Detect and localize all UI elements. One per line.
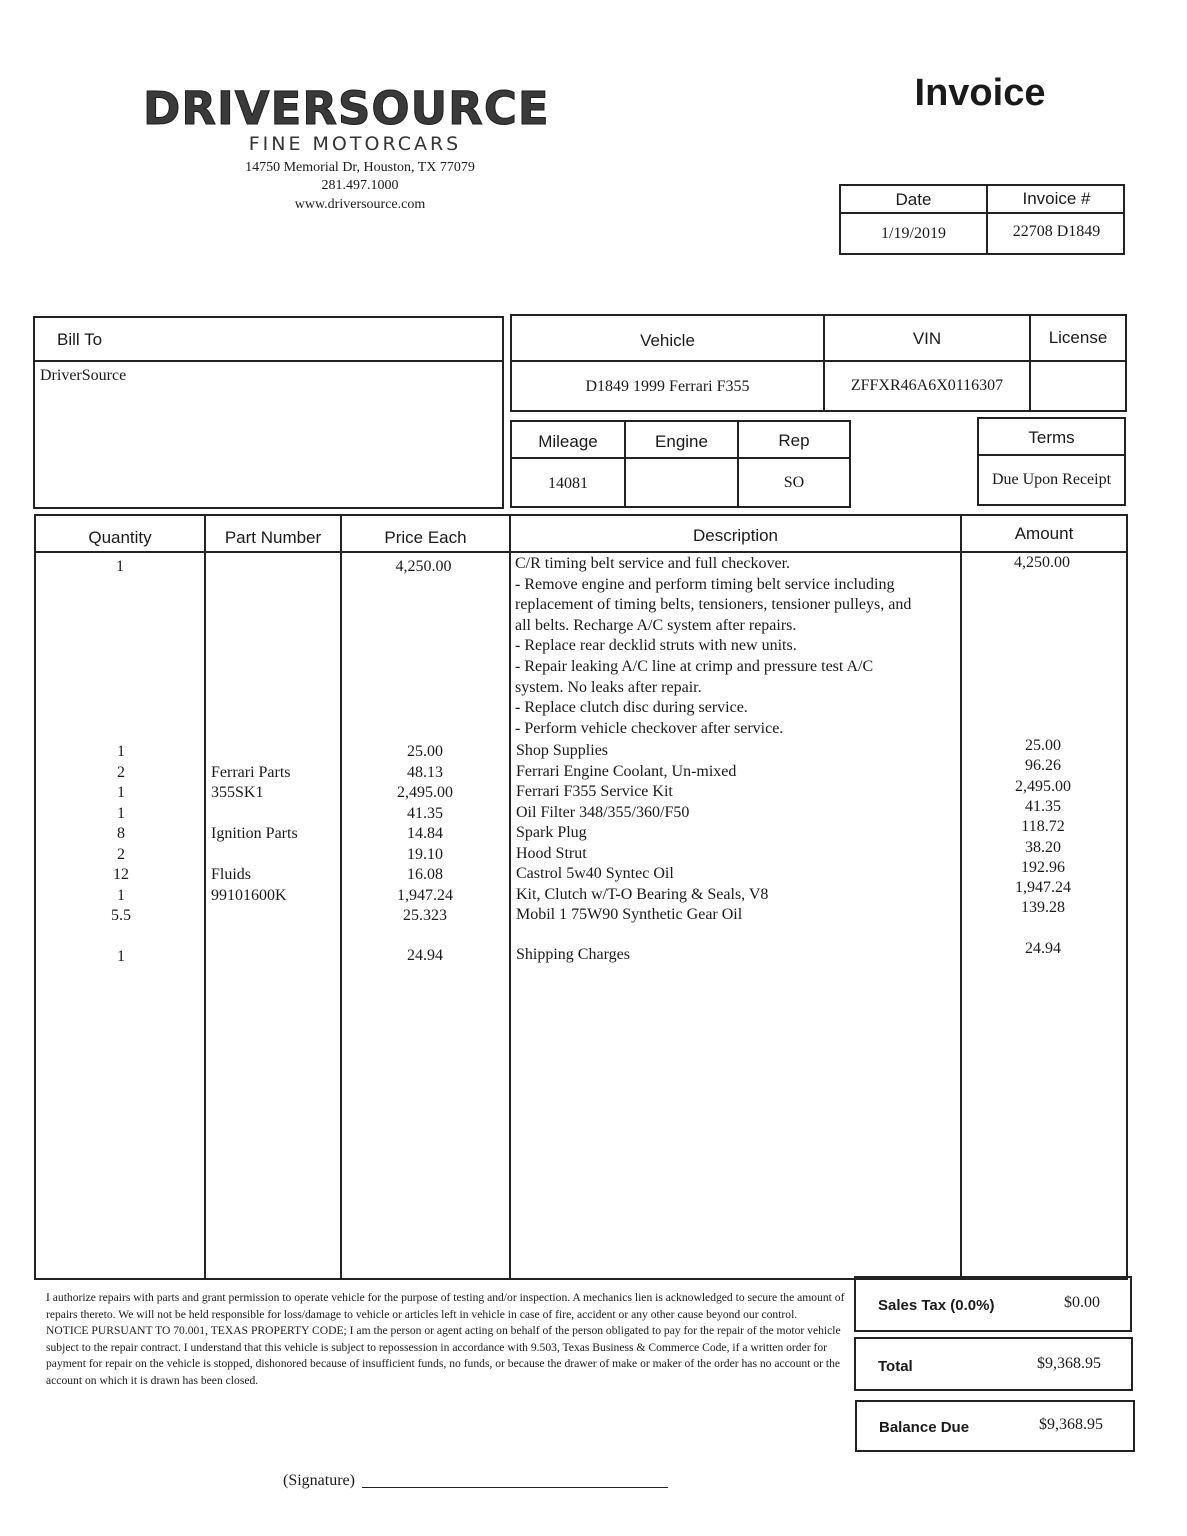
description-line: - Remove engine and perform timing belt service including	[515, 575, 895, 593]
sales-tax-box	[854, 1276, 1132, 1332]
item-quantity: 1	[117, 743, 125, 760]
shipping-description: Shipping Charges	[516, 946, 630, 963]
shipping-price: 24.94	[407, 947, 443, 964]
invoice-number-label: Invoice #	[1022, 189, 1091, 208]
item-description: Ferrari Engine Coolant, Un-mixed	[516, 762, 737, 780]
item-amount: 1,947.24	[1015, 879, 1071, 897]
authorization-terms	[46, 1290, 846, 1389]
rep-label: Rep	[778, 431, 810, 450]
shipping-quantity: 1	[117, 948, 125, 965]
item-amount: 192.96	[1021, 858, 1065, 876]
item-price-each: 1,947.24	[397, 886, 453, 904]
item-price-each: 14.84	[407, 825, 443, 842]
description-line: system. No leaks after repair.	[515, 678, 702, 696]
total-label: Total	[878, 1358, 913, 1375]
item-part-number: Ferrari Parts	[211, 763, 291, 781]
balance-due-box	[855, 1400, 1135, 1452]
total-box	[854, 1337, 1133, 1391]
description-line: replacement of timing belts, tensioners, tensioner pulleys, and	[515, 596, 912, 614]
item-quantity: 2	[117, 845, 125, 863]
balance-due-label: Balance Due	[879, 1419, 970, 1436]
invoice-title: Invoice	[914, 72, 1046, 114]
item-description: Castrol 5w40 Syntec Oil	[516, 865, 674, 882]
description-line: C/R timing belt service and full checkover.	[515, 555, 791, 572]
invoice-number: 22708 D1849	[1012, 223, 1101, 240]
service-info-box	[510, 420, 851, 508]
bill-to-label: Bill To	[57, 330, 103, 349]
authorization-text: I authorize repairs with parts and grant permission to operate vehicle for the purpose of testing and/or inspection. A mechanics lien is acknowledged to secure the amount of repairs thereto. We will not be held responsible for loss/damage to vehicle or articles left in vehicle in case of fire, accident or any other cause beyond our control.	[46, 1291, 845, 1321]
item-price-each: 19.10	[407, 845, 443, 863]
item-0-price: 4,250.00	[395, 558, 452, 575]
description-line: - Replace clutch disc during service.	[515, 699, 748, 717]
mileage-label: Mileage	[538, 432, 598, 451]
item-quantity: 12	[113, 866, 129, 883]
col-part-number: Part Number	[224, 528, 322, 547]
item-description: Ferrari F355 Service Kit	[516, 783, 673, 800]
shipping-amount: 24.94	[1025, 940, 1061, 957]
balance-due-value: $9,368.95	[1039, 1416, 1103, 1433]
item-description: Oil Filter 348/355/360/F50	[516, 803, 690, 821]
description-line: - Perform vehicle checkover after service.	[515, 719, 784, 737]
item-description: Kit, Clutch w/T-O Bearing & Seals, V8	[516, 885, 769, 903]
item-quantity: 1	[117, 886, 125, 904]
col-price-each: Price Each	[384, 528, 467, 547]
item-part-number: Ignition Parts	[211, 825, 298, 842]
date-label: Date	[895, 190, 932, 209]
item-price-each: 25.323	[403, 907, 447, 924]
bill-to-box	[33, 316, 504, 509]
item-price-each: 25.00	[407, 743, 443, 760]
item-part-number: 355SK1	[211, 784, 264, 801]
item-price-each: 48.13	[407, 763, 443, 781]
invoice-date: 1/19/2019	[881, 225, 946, 242]
item-price-each: 2,495.00	[397, 784, 453, 801]
vehicle-label: Vehicle	[640, 331, 695, 350]
vehicle-value: D1849 1999 Ferrari F355	[585, 378, 750, 395]
vin-label: VIN	[912, 329, 942, 348]
item-description: Spark Plug	[516, 824, 587, 841]
item-quantity: 8	[117, 825, 125, 842]
item-description: Shop Supplies	[516, 742, 609, 759]
company-tagline: FINE MOTORCARS	[248, 133, 462, 155]
item-description: Hood Strut	[516, 844, 587, 862]
engine-label: Engine	[655, 432, 708, 451]
item-0-amount: 4,250.00	[1014, 554, 1070, 571]
item-quantity: 1	[117, 804, 125, 822]
item-amount: 118.72	[1021, 818, 1065, 836]
item-0-quantity: 1	[116, 558, 124, 575]
total-value: $9,368.95	[1037, 1355, 1101, 1372]
item-amount: 38.20	[1025, 838, 1061, 856]
item-part-number: 99101600K	[211, 886, 287, 904]
company-address: 14750 Memorial Dr, Houston, TX 77079	[245, 160, 475, 175]
item-amount: 25.00	[1025, 737, 1061, 754]
terms-box	[977, 417, 1126, 506]
item-price-each: 16.08	[407, 866, 443, 883]
item-amount: 96.26	[1025, 757, 1061, 775]
col-quantity: Quantity	[88, 528, 152, 547]
description-line: - Replace rear decklid struts with new units.	[515, 637, 797, 655]
terms-label: Terms	[1028, 428, 1075, 447]
item-quantity: 2	[117, 763, 125, 781]
description-line: - Repair leaking A/C line at crimp and pressure test A/C	[515, 658, 874, 675]
item-quantity: 1	[117, 784, 125, 801]
item-part-number: Fluids	[211, 866, 252, 883]
company-phone: 281.497.1000	[321, 178, 399, 193]
sales-tax-label: Sales Tax (0.0%)	[878, 1297, 995, 1314]
invoice-meta-box	[839, 184, 1125, 255]
item-description: Mobil 1 75W90 Synthetic Gear Oil	[516, 906, 743, 923]
bill-to-name: DriverSource	[40, 367, 127, 384]
mileage-value: 14081	[548, 475, 588, 492]
description-line: all belts. Recharge A/C system after repairs.	[515, 616, 797, 634]
col-amount: Amount	[1014, 524, 1074, 543]
item-amount: 2,495.00	[1015, 777, 1071, 795]
signature-line	[362, 1487, 668, 1488]
vehicle-box	[510, 314, 1127, 412]
item-amount: 41.35	[1025, 797, 1061, 815]
item-amount: 139.28	[1021, 899, 1065, 917]
col-description: Description	[692, 526, 779, 545]
terms-value: Due Upon Receipt	[991, 471, 1112, 488]
company-website: www.driversource.com	[294, 197, 426, 212]
sales-tax-value: $0.00	[1064, 1294, 1100, 1311]
signature-label: (Signature)	[283, 1472, 355, 1489]
item-price-each: 41.35	[407, 804, 443, 822]
license-label: License	[1048, 328, 1108, 347]
company-logo-name: DRIVERSOURCE	[143, 82, 550, 135]
notice-text: NOTICE PURSUANT TO 70.001, TEXAS PROPERTY CODE; I am the person or agent acting on behalf of the person obligated to pay for the repair of the motor vehicle subject to the repair contract. I understand that this vehicle is subject to repossession in accordance with 9.503, Texas Business & Commerce Code, if a written order for payment for repair on the vehicle is stopped, dishonored because of insufficient funds, no funds, or because the drawer of make or maker of the order has no account or the account on which it is drawn has been closed.	[46, 1324, 841, 1387]
vin-value: ZFFXR46A6X0116307	[850, 377, 1004, 394]
item-quantity: 5.5	[111, 907, 131, 924]
rep-value: SO	[783, 474, 805, 491]
